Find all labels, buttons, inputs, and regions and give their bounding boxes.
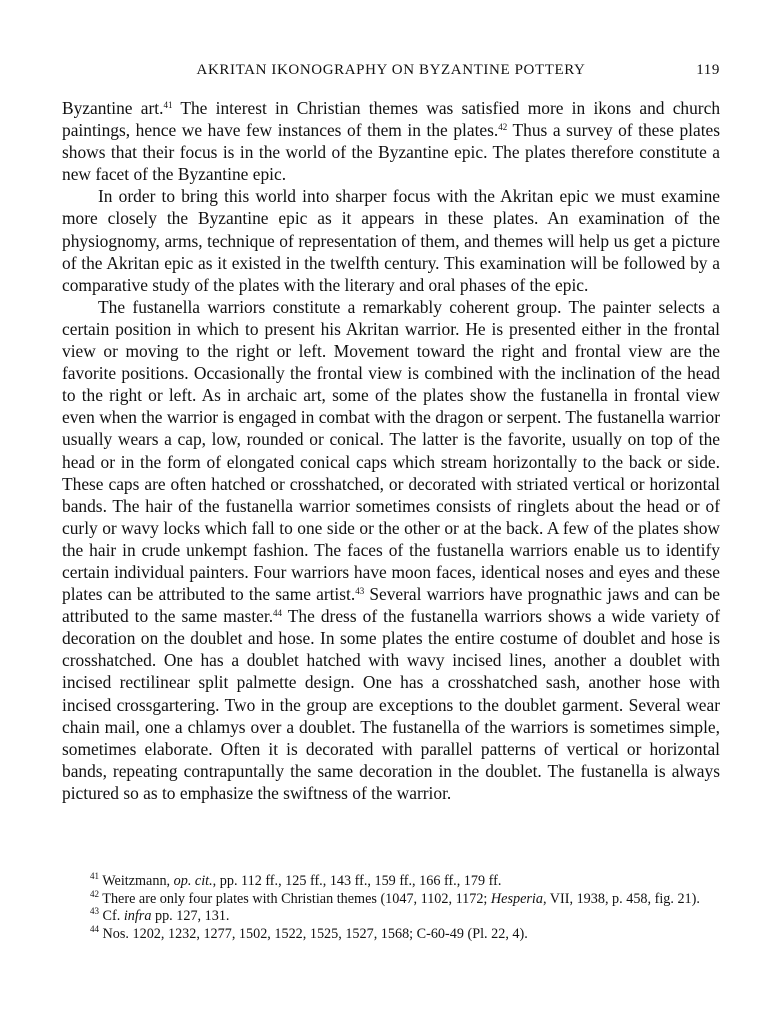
footnote-text: Nos. 1202, 1232, 1277, 1502, 1522, 1525, 1527, 1568; C-60-49 (Pl. 22, 4). [99,925,528,942]
footnote-44 [62,923,720,944]
footnote-ref: 44 [273,608,283,619]
footnote-number: 42 [90,888,99,899]
paragraph-text: The interest in Christian themes was satisfied more in ikons and church paintings, hence we have few instances of them in the plates. [62,98,721,141]
paragraph-text: In order to bring this world into sharper focus with the Akritan epic we must examine more closely the Byzantine epic as it appears in these plates. An examination of the physiognomy, arms, technique of representation of them, and themes will help us get a picture of the Akritan epic as it existed in the twelfth century. This examination will be followed by a comparative study of the plates with the literary and oral phases of the epic. [62,186,720,295]
body-text [62,97,720,804]
footnote-text: Cf. [99,908,124,925]
page-number: 119 [696,62,720,78]
footnote-ref: 41 [163,100,173,110]
running-title: AKRITAN IKONOGRAPHY ON BYZANTINE POTTERY [196,62,586,78]
footnote-text: , VII, 1938, p. 458, fig. 21). [542,890,700,907]
paragraph-text: The fustanella warriors constitute a remarkably coherent group. The painter selects a certain position in which to present his Akritan warrior. He is presented either in the frontal view or moving to the right or left. Movement toward the right and frontal view are the favorite positions. Occasionally the frontal view is combined with the inclination of the head to the right or left. As in archaic art, some of the plates show the fustanella in frontal view even when the warrior is engaged in combat with the dragon or serpent. The fustanella warrior usually wears a cap, low, rounded or conical. The latter is the favorite, usually on top of the head or in the form of elongated conical caps which stream horizontally to the back or side. These caps are often hatched or crosshatched, or decorated with striated vertical or horizontal bands. The hair of the fustanella warrior sometimes consists of ringlets about the head or of curly or wavy locks which fall to one side or the other or at the back. A few of the plates show the hair in crude unkempt fashion. The faces of the fustanella warriors enable us to identify certain individual painters. Four warriors have moon faces, identical noses and eyes and these plates can be attributed to the same artist. [62,296,720,605]
footnote-text: , pp. 112 ff., 125 ff., 143 ff., 159 ff., 166 ff., 179 ff. [212,873,502,889]
footnote-number: 44 [90,923,99,934]
paragraph-text: Byzantine art. [62,98,164,118]
footnote-ref: 43 [355,586,365,597]
footnote-italic: Hesperia [490,890,543,907]
paragraph-text: The dress of the fustanella warriors shows a wide variety of decoration on the doublet and hose. In some plates the entire costume of doublet and hose is crosshatched. One has a doublet hatched with wavy incised lines, another a doublet with incised rectilinear split palmette design. One has a crosshatched sash, another hose with incised crossgartering. Two in the group are exceptions to the doublet garment. Several wear chain mail, one a chlamys over a doublet. The fustanella of the warriors is sometimes simple, sometimes elaborate. Often it is decorated with parallel patterns of vertical or horizontal bands, repeating contrapuntally the same decoration in the doublet. The fustanella is always pictured so as to emphasize the swiftness of the warrior. [62,606,720,803]
footnote-text: Weitzmann, [99,873,174,889]
paragraph-2 [62,185,720,295]
paragraph-text: Several warriors have prognathic jaws and can be attributed to the same master. [62,584,720,627]
paragraph-3 [62,296,720,804]
footnote-number: 43 [90,906,99,917]
paragraph-1 [62,97,720,185]
footnote-text: There are only four plates with Christian themes (1047, 1102, 1172; [99,890,491,907]
footnote-43 [62,908,720,926]
footnote-text: pp. 127, 131. [151,908,230,925]
footnote-41 [62,873,720,891]
running-header [62,62,720,84]
paragraph-text: Thus a survey of these plates shows that their focus is in the world of the Byzantine epic. The plates therefore constitute a new facet of the Byzantine epic. [62,120,721,185]
footnote-42 [62,888,720,909]
footnote-italic: op. cit. [173,873,213,889]
footnote-ref: 42 [498,122,508,133]
footnote-number: 41 [90,871,99,881]
footnotes [62,873,720,943]
footnote-italic: infra [123,908,152,925]
